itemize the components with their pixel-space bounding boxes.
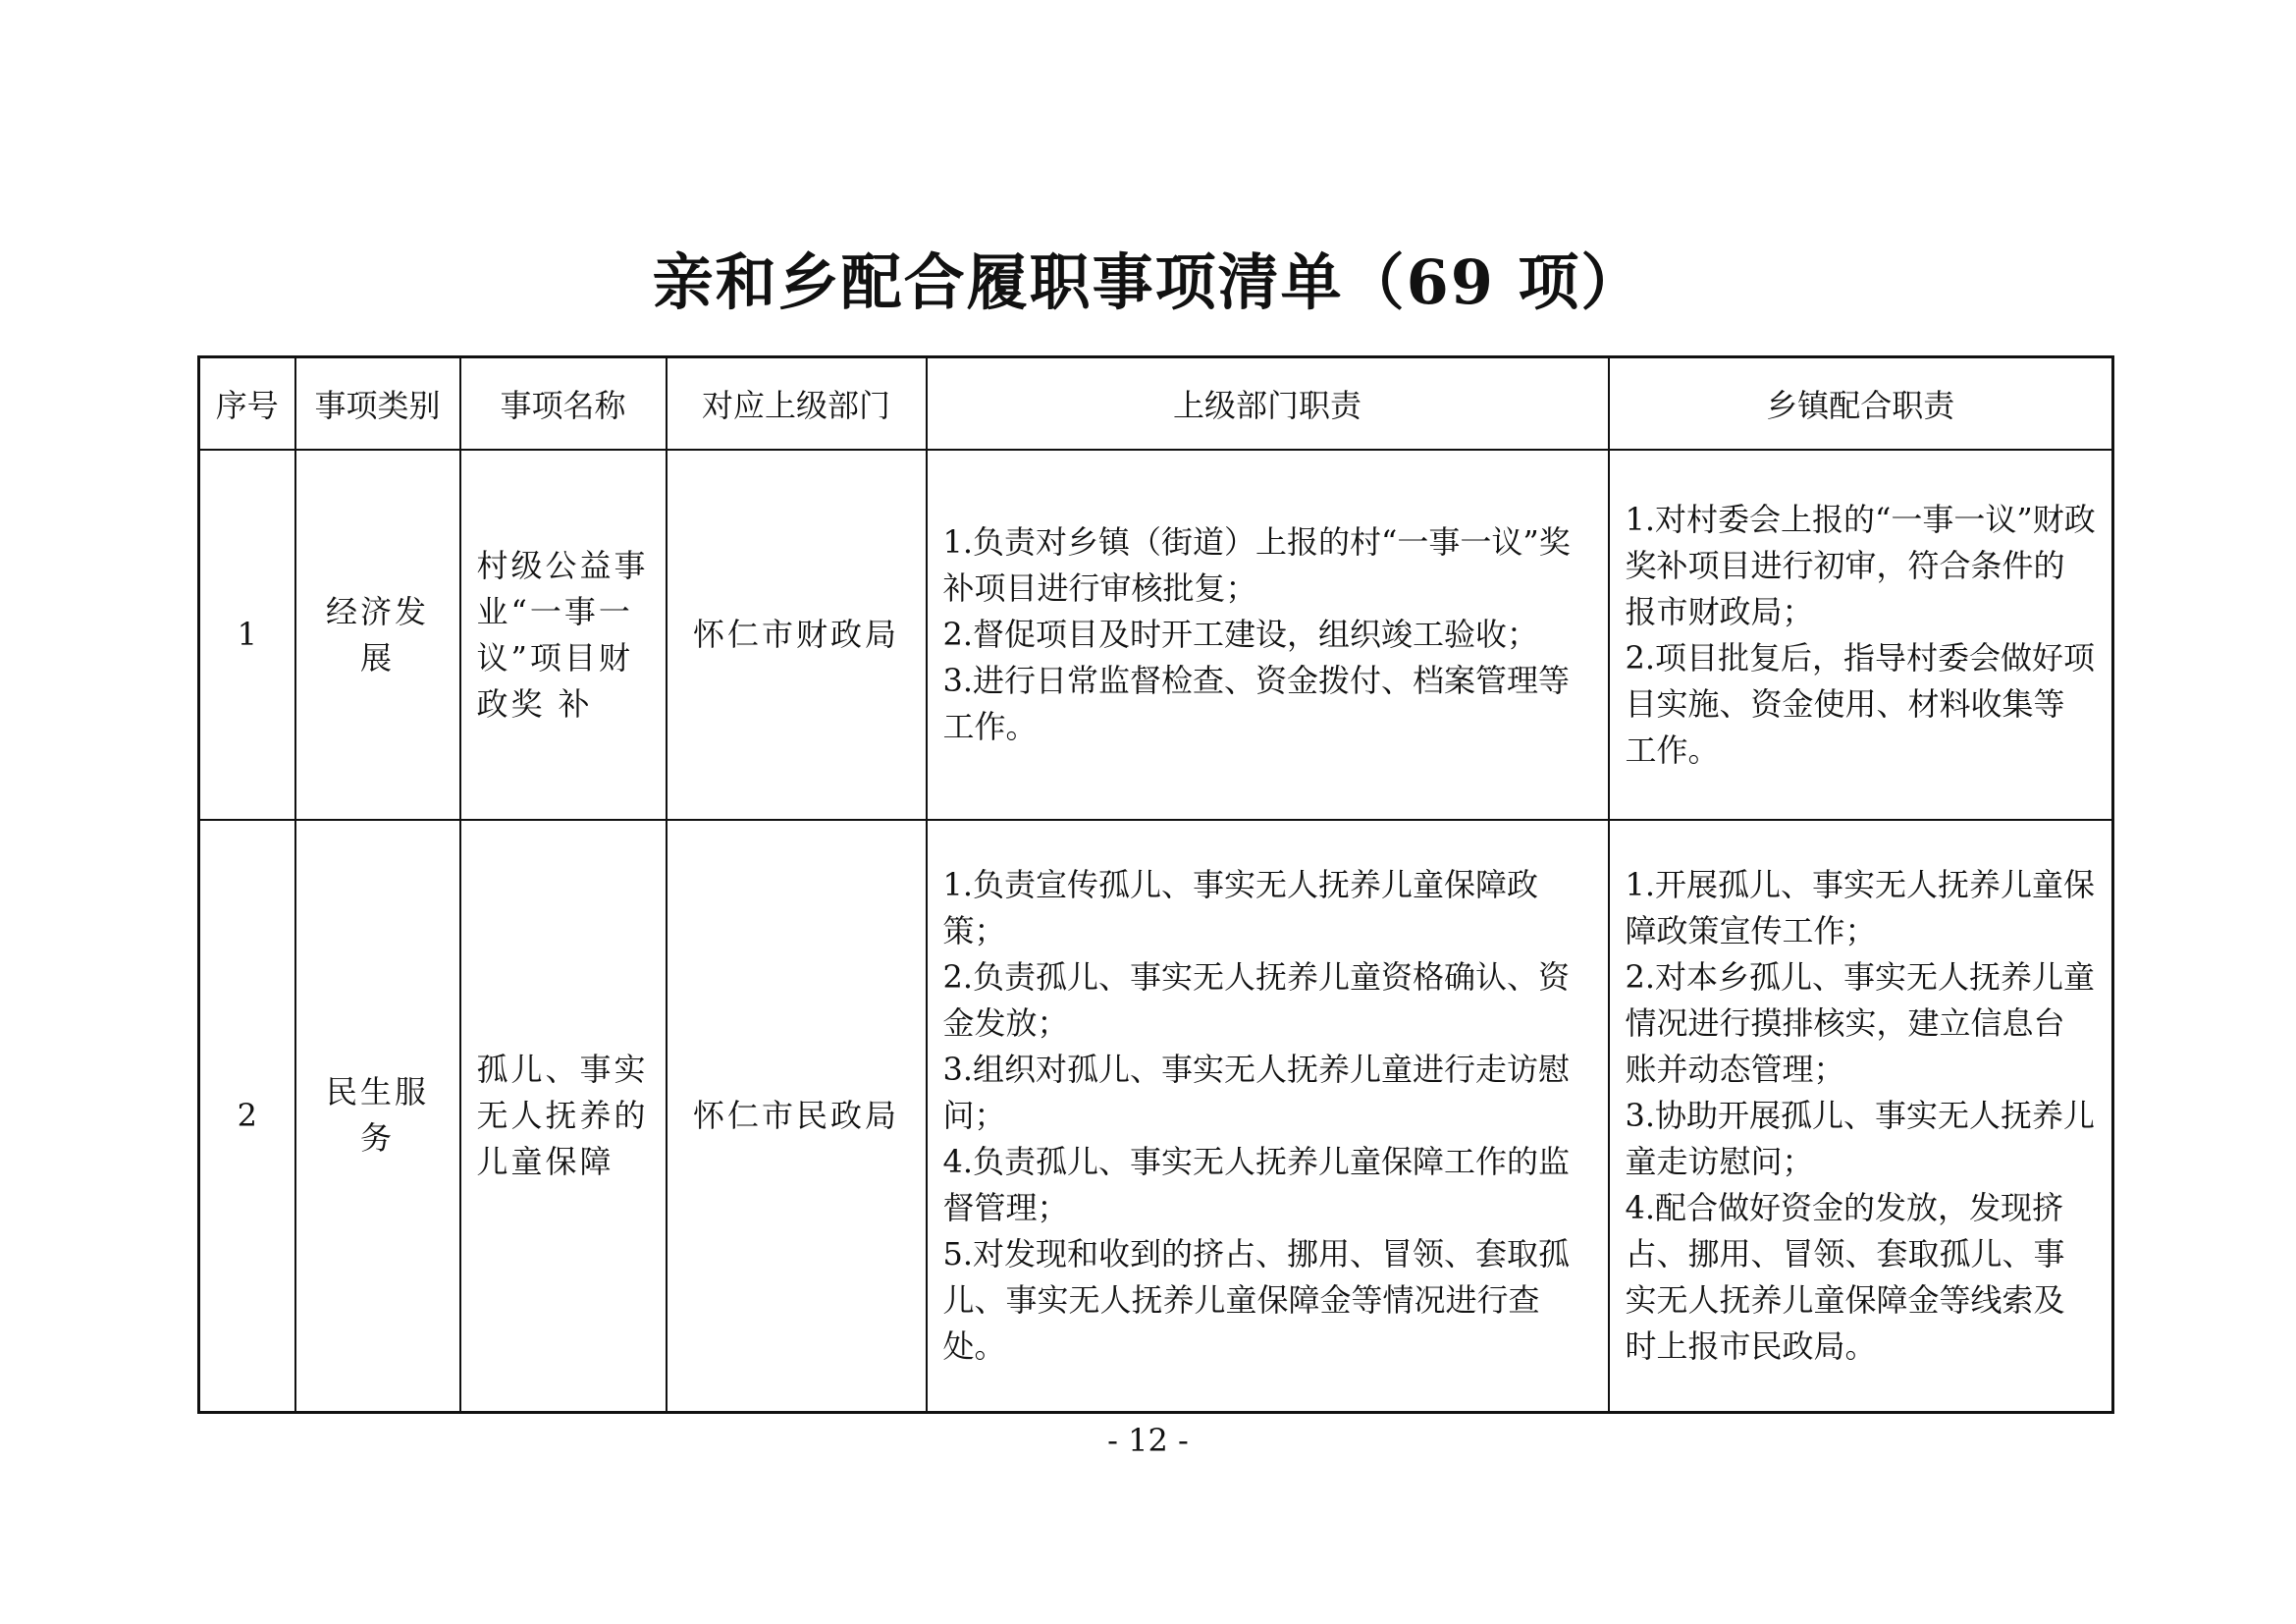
- row-department: 怀仁市民政局: [667, 820, 927, 1412]
- town-duty-item: 4.配合做好资金的发放，发现挤占、挪用、冒领、套取孤儿、事实无人抚养儿童保障金等线索及时上报市民政局。: [1625, 1188, 2065, 1365]
- row-index: 1: [199, 450, 295, 820]
- row-department-duties: [927, 820, 1609, 1412]
- table-header-row: [199, 357, 2113, 451]
- page-number: - 12 -: [1107, 1422, 1189, 1459]
- duty-item: 3.组织对孤儿、事实无人抚养儿童进行走访慰问；: [942, 1050, 1571, 1134]
- table-row: [199, 450, 2113, 820]
- town-duty-item: 1.开展孤儿、事实无人抚养儿童保障政策宣传工作；: [1625, 865, 2096, 949]
- town-duty-item: 2.项目批复后，指导村委会做好项目实施、资金使用、材料收集等工作。: [1625, 638, 2096, 769]
- row-department-duties: [927, 450, 1609, 820]
- duty-list-table: [197, 355, 2114, 1414]
- row-category: 民生服务: [295, 820, 460, 1412]
- row-index: 2: [199, 820, 295, 1412]
- duty-item: 5.对发现和收到的挤占、挪用、冒领、套取孤儿、事实无人抚养儿童保障金等情况进行查处。: [942, 1234, 1571, 1365]
- header-item-name: 事项名称: [460, 357, 667, 451]
- duty-item: 4.负责孤儿、事实无人抚养儿童保障工作的监督管理；: [942, 1142, 1571, 1226]
- table-row: [199, 820, 2113, 1412]
- row-department: 怀仁市财政局: [667, 450, 927, 820]
- header-town-duties: 乡镇配合职责: [1609, 357, 2113, 451]
- town-duty-item: 1.对村委会上报的“一事一议”财政奖补项目进行初审，符合条件的报市财政局；: [1625, 500, 2096, 630]
- duty-item: 2.督促项目及时开工建设，组织竣工验收；: [942, 616, 1539, 653]
- header-department: 对应上级部门: [667, 357, 927, 451]
- town-duty-item: 2.对本乡孤儿、事实无人抚养儿童情况进行摸排核实，建立信息台账并动态管理；: [1625, 957, 2096, 1088]
- header-department-duties: 上级部门职责: [927, 357, 1609, 451]
- row-town-duties: [1609, 820, 2113, 1412]
- header-index: 序号: [199, 357, 295, 451]
- duty-item: 3.进行日常监督检查、资金拨付、档案管理等工作。: [942, 662, 1571, 745]
- document-title: 亲和乡配合履职事项清单（69 项）: [652, 246, 1644, 318]
- town-duty-item: 3.协助开展孤儿、事实无人抚养儿童走访慰问；: [1625, 1096, 2096, 1180]
- duty-item: 1.负责宣传孤儿、事实无人抚养儿童保障政策；: [942, 865, 1539, 949]
- row-town-duties: [1609, 450, 2113, 820]
- row-category: 经济发展: [295, 450, 460, 820]
- duty-item: 1.负责对乡镇（街道）上报的村“一事一议”奖补项目进行审核批复；: [942, 523, 1571, 607]
- header-category: 事项类别: [295, 357, 460, 451]
- duty-item: 2.负责孤儿、事实无人抚养儿童资格确认、资金发放；: [942, 957, 1571, 1042]
- row-item-name: 孤儿、事实无人抚养的儿童保障: [460, 820, 667, 1412]
- row-item-name: 村级公益事业“一事一议”项目财政奖 补: [460, 450, 667, 820]
